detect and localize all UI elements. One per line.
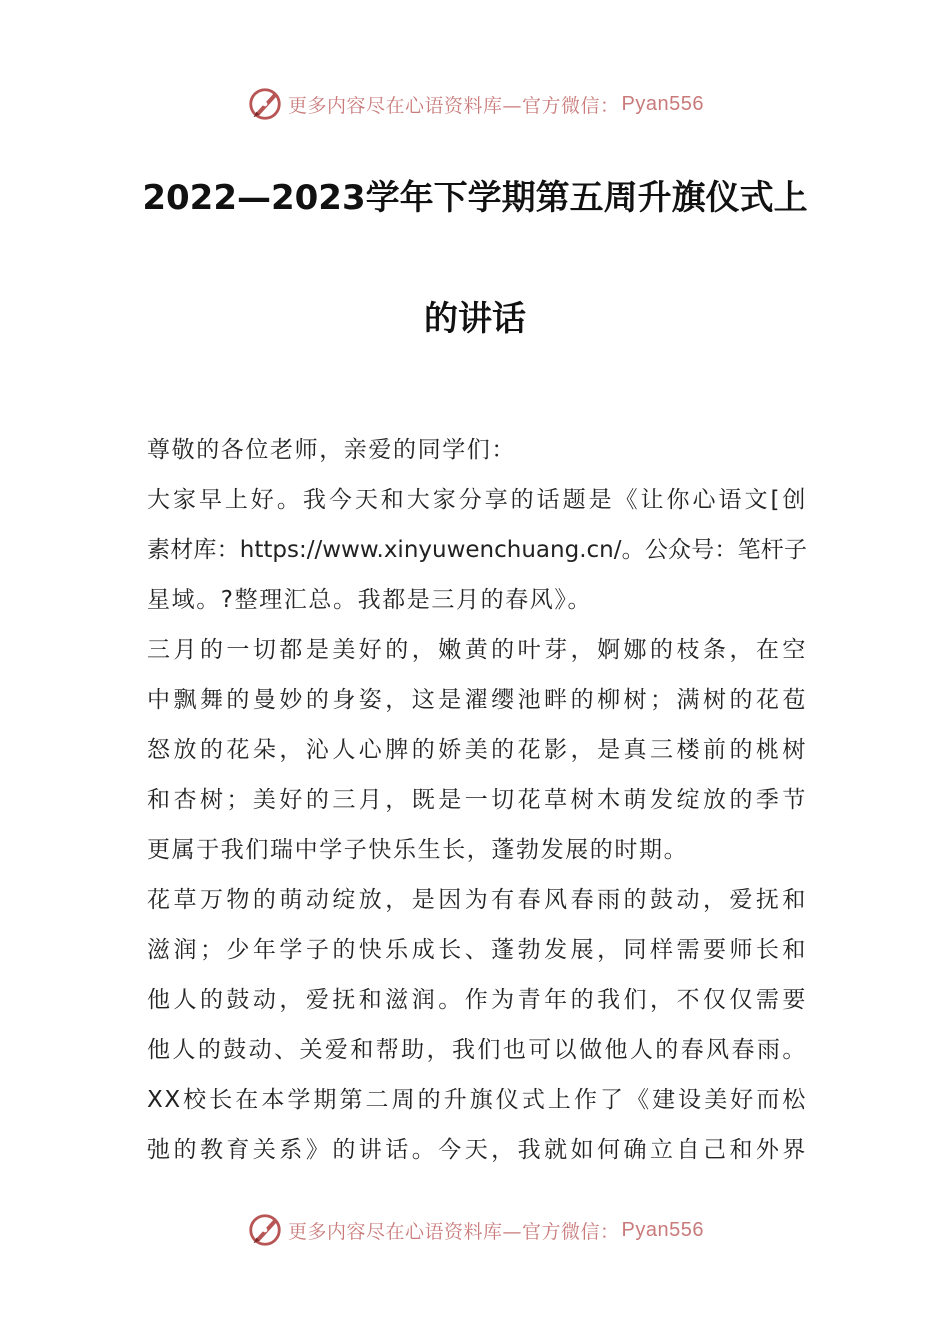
- pen-nib-circle-icon: [246, 1211, 284, 1249]
- body-line: 他人的鼓动、关爱和帮助，我们也可以做他人的春风春雨。: [147, 1037, 807, 1063]
- document-title-line-2: 的讲话: [424, 299, 526, 339]
- body-line: 更属于我们瑞中学子快乐生长，蓬勃发展的时期。: [147, 837, 689, 863]
- body-line: 大家早上好。我今天和大家分享的话题是《让你心语文[创: [147, 487, 807, 513]
- body-line: 花草万物的萌动绽放，是因为有春风春雨的鼓动，爱抚和: [147, 887, 807, 913]
- pen-nib-circle-icon: [246, 85, 284, 123]
- body-line: XX校长在本学期第二周的升旗仪式上作了《建设美好而松: [147, 1087, 807, 1113]
- body-line: 滋润；少年学子的快乐成长、蓬勃发展，同样需要师长和: [147, 937, 807, 963]
- body-line: 星域。?整理汇总。我都是三月的春风》。: [147, 587, 593, 613]
- body-line: 怒放的花朵，沁人心脾的娇美的花影，是真三楼前的桃树: [147, 737, 807, 763]
- header-watermark: [0, 82, 950, 126]
- watermark-wechat-id: Pyan556: [621, 92, 704, 115]
- document-title-line-1: 2022—2023学年下学期第五周升旗仪式上: [142, 178, 808, 218]
- watermark-text: 更多内容尽在心语资料库—官方微信：: [288, 1220, 620, 1243]
- body-line: 弛的教育关系》的讲话。今天，我就如何确立自己和外界: [147, 1137, 807, 1163]
- body-line: 他人的鼓动，爱抚和滋润。作为青年的我们，不仅仅需要: [147, 987, 807, 1013]
- body-line: 素材库：https://www.xinyuwenchuang.cn/。公众号：笔杆子: [147, 537, 807, 563]
- watermark-wechat-id: Pyan556: [621, 1218, 704, 1241]
- watermark-text: 更多内容尽在心语资料库—官方微信：: [288, 94, 620, 117]
- body-line: 和杏树；美好的三月，既是一切花草树木萌发绽放的季节: [147, 787, 807, 813]
- body-line: 中飘舞的曼妙的身姿，这是濯缨池畔的柳树；满树的花苞: [147, 687, 807, 713]
- footer-watermark: [0, 1208, 950, 1252]
- salutation-line: 尊敬的各位老师，亲爱的同学们：: [147, 437, 516, 463]
- body-line: 三月的一切都是美好的，嫩黄的叶芽，婀娜的枝条，在空: [147, 637, 807, 663]
- document-body: [147, 425, 807, 1175]
